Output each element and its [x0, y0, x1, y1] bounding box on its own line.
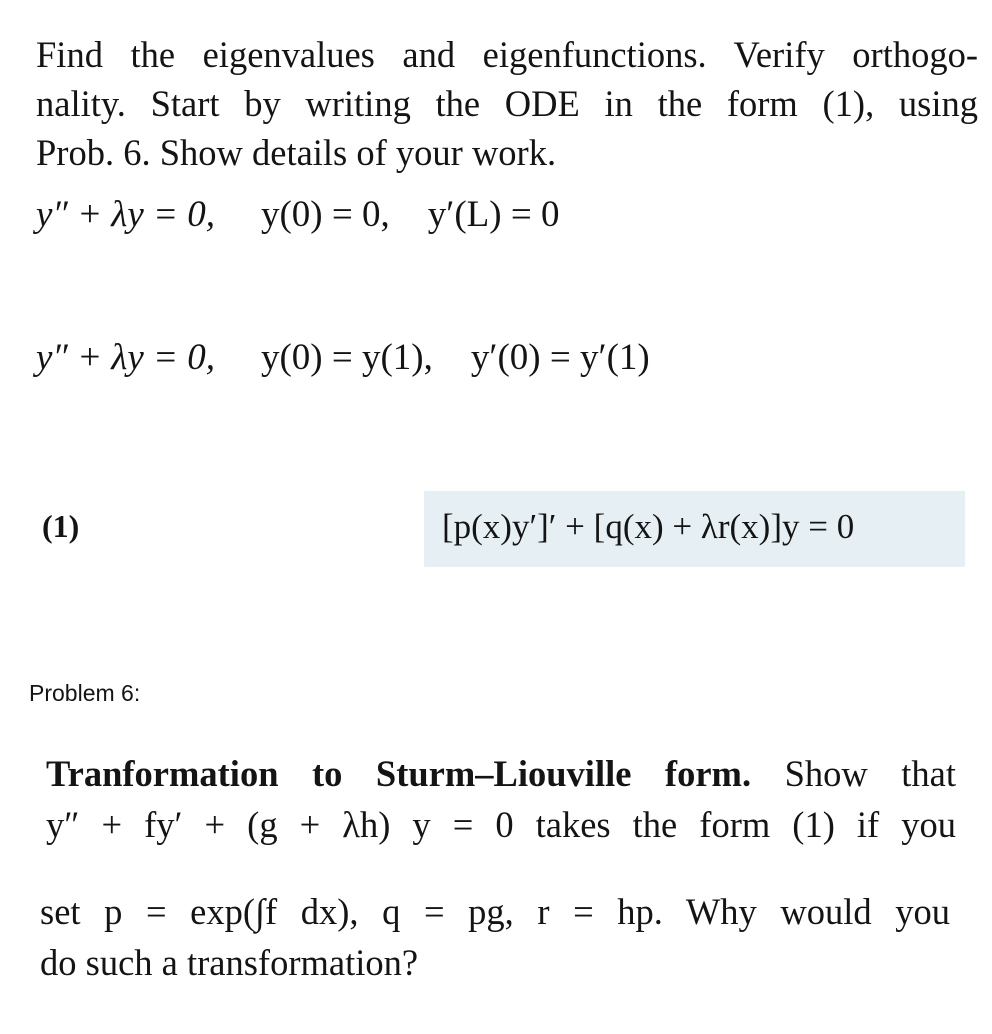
problem-6-text-continued	[40, 886, 950, 988]
problem-6-title: Tranformation to Sturm–Liouville form.	[46, 753, 752, 794]
equation-a	[36, 193, 559, 236]
statement-line-1: Find the eigenvalues and eigenfunctions. Verify orthogo-	[36, 34, 978, 75]
equation-a-bc1: y(0) = 0,	[260, 194, 390, 235]
problem-6-line-3: set p = exp(∫f dx), q = pg, r = hp. Why would you	[40, 891, 950, 932]
statement-line-2: nality. Start by writing the ODE in the form (1), using	[36, 83, 978, 124]
equation-b-bc2: y′(0) = y′(1)	[470, 337, 650, 378]
problem-6-text	[46, 748, 956, 850]
problem-6-line-2: y″ + fy′ + (g + λh) y = 0 takes the form (1) if you	[46, 804, 956, 845]
equation-a-ode: y″ + λy = 0,	[36, 194, 215, 235]
problem-6-label: Problem 6:	[29, 680, 141, 706]
problem-6-line-1	[46, 748, 956, 799]
problem-statement	[36, 30, 978, 177]
equation-b-ode: y″ + λy = 0,	[36, 337, 215, 378]
equation-b	[36, 336, 650, 379]
equation-a-bc2: y′(L) = 0	[427, 194, 560, 235]
statement-line-3: Prob. 6. Show details of your work.	[36, 132, 557, 173]
sturm-liouville-equation-box	[424, 491, 965, 567]
sturm-liouville-equation: [p(x)y′]′ + [q(x) + λr(x)]y = 0	[442, 507, 855, 546]
problem-6-line-4: do such a transformation?	[40, 942, 419, 983]
problem-6-line-1-rest: Show that	[784, 753, 956, 794]
equation-number-label: (1)	[42, 508, 80, 544]
equation-b-bc1: y(0) = y(1),	[260, 337, 433, 378]
